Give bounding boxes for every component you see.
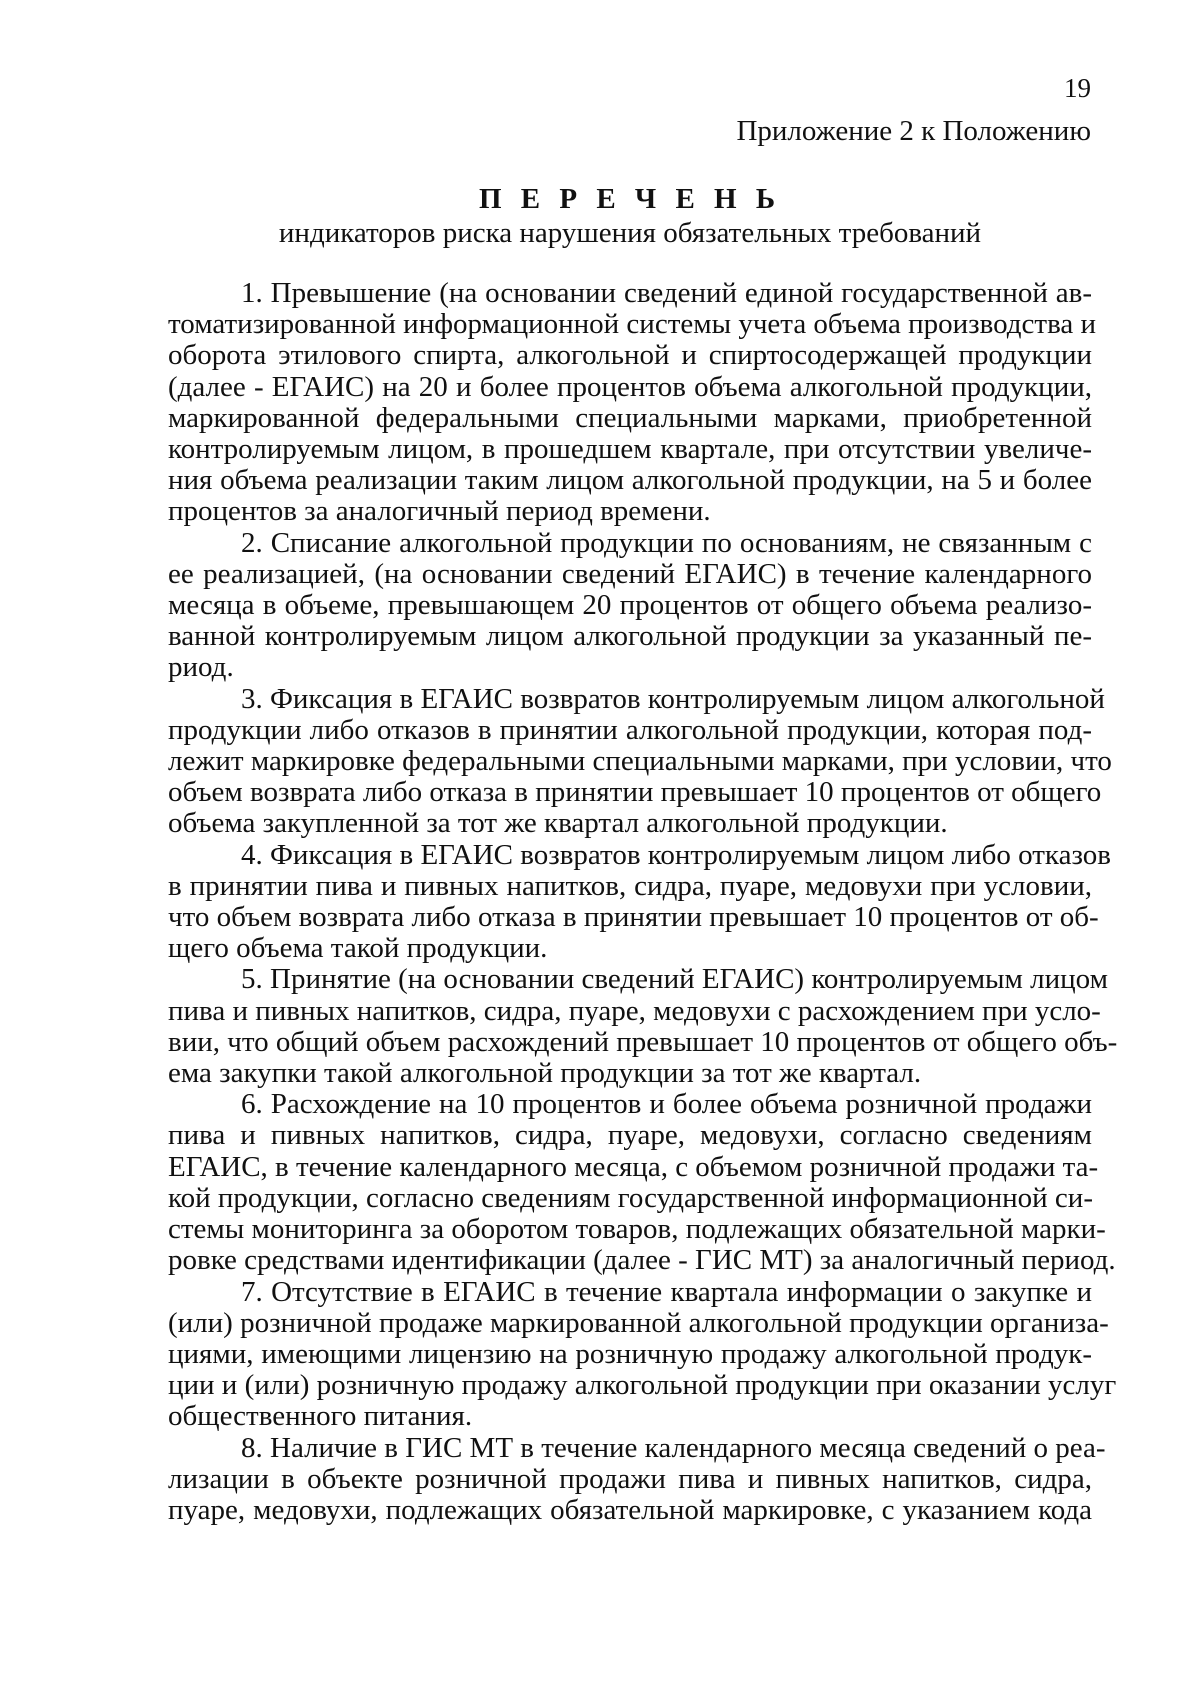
indicator-item bbox=[168, 1275, 1117, 1433]
text-line: кой продукции, согласно сведениям государственной информационной си- bbox=[168, 1181, 1093, 1214]
text-line: ния объема реализации таким лицом алкогольной продукции, на 5 и более bbox=[168, 464, 1092, 497]
text-line: объема закупленной за тот же квартал алкогольной продукции. bbox=[168, 807, 948, 840]
text-line: 1. Превышение (на основании сведений единой государственной ав- bbox=[241, 277, 1092, 309]
text-line: риод. bbox=[168, 651, 234, 684]
text-line: (далее - ЕГАИС) на 20 и более процентов объема алкогольной продукции, bbox=[168, 370, 1092, 403]
text-line: в принятии пива и пивных напитков, сидра, пуаре, медовухи при условии, bbox=[168, 869, 1092, 902]
indicator-item bbox=[168, 1088, 1116, 1277]
text-line: общественного питания. bbox=[168, 1400, 473, 1433]
indicator-item bbox=[168, 838, 1111, 965]
page-number: 19 bbox=[1064, 73, 1091, 103]
text-line: 8. Наличие в ГИС МТ в течение календарного месяца сведений о реа- bbox=[241, 1431, 1106, 1464]
indicator-item bbox=[168, 963, 1118, 1090]
text-line: ЕГАИС, в течение календарного месяца, с объемом розничной продажи та- bbox=[168, 1150, 1099, 1183]
text-line: ровке средствами идентификации (далее - ГИС МТ) за аналогичный период. bbox=[168, 1244, 1116, 1277]
text-line: контролируемым лицом, в прошедшем квартале, при отсутствии увеличе- bbox=[168, 433, 1092, 466]
text-line: 4. Фиксация в ЕГАИС возвратов контролируемым лицом либо отказов bbox=[241, 838, 1111, 871]
text-line: ции и (или) розничную продажу алкогольной продукции при оказании услуг bbox=[168, 1369, 1117, 1402]
appendix-reference: Приложение 2 к Положению bbox=[736, 115, 1091, 147]
text-line: ее реализацией, (на основании сведений ЕГАИС) в течение календарного bbox=[168, 557, 1092, 590]
text-line: 7. Отсутствие в ЕГАИС в течение квартала информации о закупке и bbox=[241, 1275, 1092, 1308]
text-line: процентов за аналогичный период времени. bbox=[168, 495, 711, 528]
text-line: 6. Расхождение на 10 процентов и более объема розничной продажи bbox=[241, 1088, 1092, 1121]
text-line: месяца в объеме, превышающем 20 процентов от общего объема реализо- bbox=[168, 589, 1092, 622]
text-line: (или) розничной продаже маркированной алкогольной продукции организа- bbox=[168, 1306, 1109, 1339]
text-line: что объем возврата либо отказа в принятии превышает 10 процентов от об- bbox=[168, 901, 1099, 934]
indicator-item bbox=[168, 682, 1112, 840]
document-subtitle: индикаторов риска нарушения обязательных требований bbox=[278, 217, 982, 249]
text-line: пуаре, медовухи, подлежащих обязательной маркировке, с указанием кода bbox=[168, 1493, 1092, 1526]
text-line: циями, имеющими лицензию на розничную продажу алкогольной продук- bbox=[168, 1337, 1092, 1370]
text-line: вии, что общий объем расхождений превышает 10 процентов от общего объ- bbox=[168, 1025, 1118, 1058]
text-line: оборота этилового спирта, алкогольной и спиртосодержащей продукции bbox=[168, 339, 1092, 372]
text-line: объем возврата либо отказа в принятии превышает 10 процентов от общего bbox=[168, 776, 1102, 809]
text-line: пива и пивных напитков, сидра, пуаре, медовухи, согласно сведениям bbox=[168, 1119, 1092, 1152]
indicator-item bbox=[168, 528, 1092, 684]
text-line: 2. Списание алкогольной продукции по основаниям, не связанным с bbox=[241, 526, 1092, 559]
text-line: ванной контролируемым лицом алкогольной продукции за указанный пе- bbox=[168, 620, 1092, 653]
text-line: стемы мониторинга за оборотом товаров, подлежащих обязательной марки- bbox=[168, 1213, 1106, 1246]
text-line: щего объема такой продукции. bbox=[168, 932, 548, 965]
text-line: ема закупки такой алкогольной продукции за тот же квартал. bbox=[168, 1057, 922, 1090]
text-line: маркированной федеральными специальными марками, приобретенной bbox=[168, 401, 1092, 434]
text-line: 5. Принятие (на основании сведений ЕГАИС) контролируемым лицом bbox=[241, 963, 1108, 996]
document-title: П Е Р Е Ч Е Н Ь bbox=[478, 183, 782, 215]
text-line: лизации в объекте розничной продажи пива и пивных напитков, сидра, bbox=[168, 1462, 1092, 1495]
text-line: томатизированной информационной системы учета объема производства и bbox=[168, 308, 1097, 341]
text-line: 3. Фиксация в ЕГАИС возвратов контролируемым лицом алкогольной bbox=[241, 682, 1105, 715]
text-line: продукции либо отказов в принятии алкогольной продукции, которая под- bbox=[168, 713, 1092, 746]
indicator-item bbox=[168, 1431, 1106, 1527]
indicator-item bbox=[168, 277, 1097, 528]
indicator-list bbox=[168, 277, 1118, 1526]
text-line: лежит маркировке федеральными специальными марками, при условии, что bbox=[168, 745, 1112, 778]
text-line: пива и пивных напитков, сидра, пуаре, медовухи с расхождением при усло- bbox=[168, 994, 1101, 1027]
